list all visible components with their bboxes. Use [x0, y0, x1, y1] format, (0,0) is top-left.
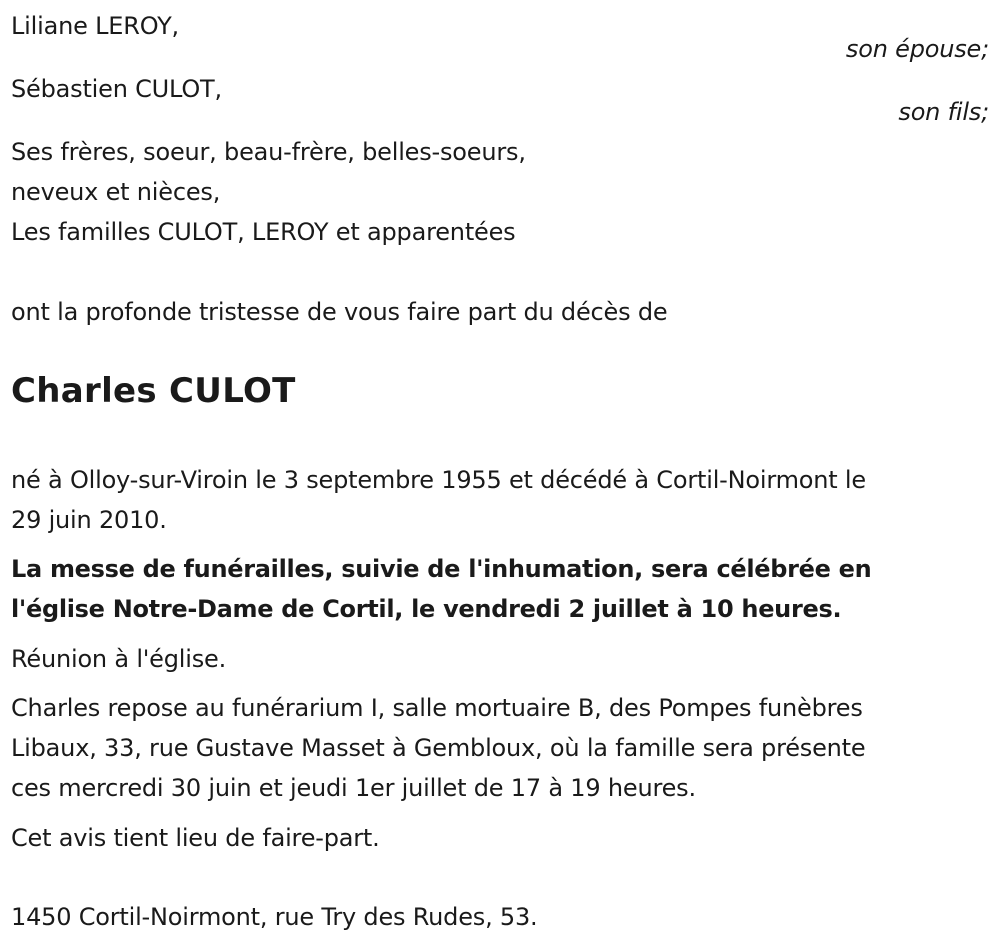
relatives-line-3: Les familles CULOT, LEROY et apparentées — [11, 218, 516, 246]
announcement-text: ont la profonde tristesse de vous faire part du décès de — [11, 298, 668, 326]
spouse-role: son épouse; — [845, 35, 989, 63]
relatives-line-1: Ses frères, soeur, beau-frère, belles-soeurs, — [11, 138, 526, 166]
son-role: son fils; — [898, 98, 989, 126]
repose-line-3: ces mercredi 30 juin et jeudi 1er juillet de 17 à 19 heures. — [11, 774, 696, 802]
meeting-text: Réunion à l'église. — [11, 645, 227, 673]
funeral-line-1: La messe de funérailles, suivie de l'inhumation, sera célébrée en — [11, 555, 872, 583]
birth-death-line-2: 29 juin 2010. — [11, 506, 167, 534]
repose-line-2: Libaux, 33, rue Gustave Masset à Gembloux, où la famille sera présente — [11, 734, 866, 762]
birth-death-line-1: né à Olloy-sur-Viroin le 3 septembre 1955 et décédé à Cortil-Noirmont le — [11, 466, 866, 494]
relatives-line-2: neveux et nièces, — [11, 178, 221, 206]
deceased-name: Charles CULOT — [11, 371, 296, 411]
son-name: Sébastien CULOT, — [11, 75, 222, 103]
spouse-name: Liliane LEROY, — [11, 12, 179, 40]
repose-line-1: Charles repose au funérarium I, salle mortuaire B, des Pompes funèbres — [11, 694, 863, 722]
notice-text: Cet avis tient lieu de faire-part. — [11, 824, 380, 852]
funeral-line-2: l'église Notre-Dame de Cortil, le vendredi 2 juillet à 10 heures. — [11, 595, 842, 623]
address-text: 1450 Cortil-Noirmont, rue Try des Rudes, 53. — [11, 903, 538, 931]
